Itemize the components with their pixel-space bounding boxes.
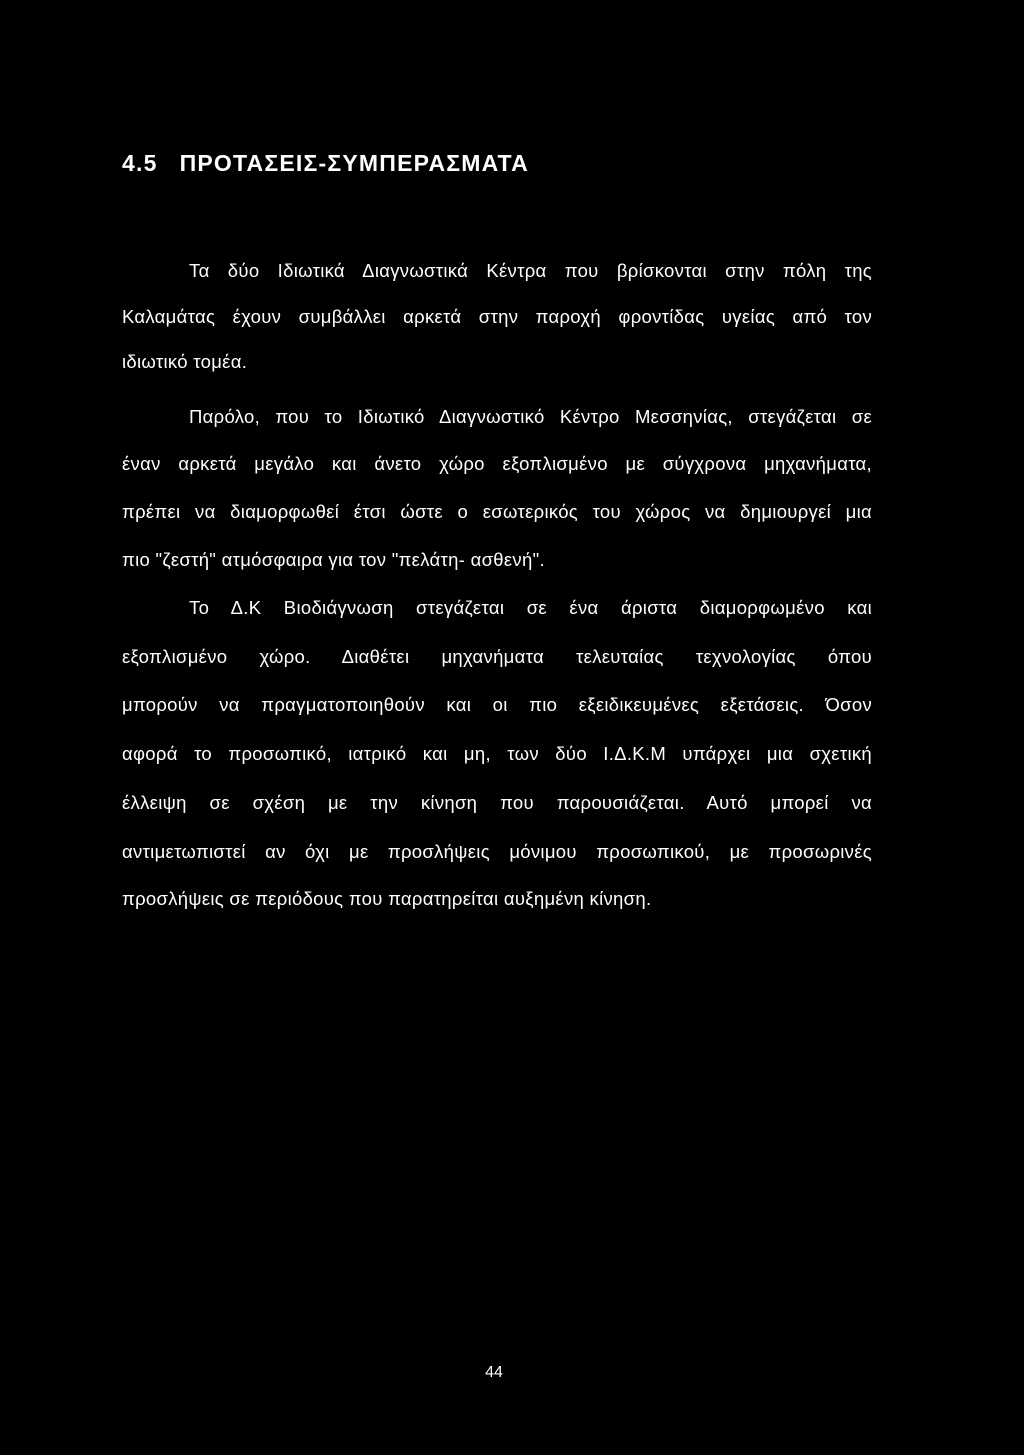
paragraph-3-line-7: προσλήψεις σε περιόδους που παρατηρείται αυξημένη κίνηση. bbox=[122, 888, 652, 909]
paragraph-2-line-1: Παρόλο, που το Ιδιωτικό Διαγνωστικό Κέντρο Μεσσηνίας, στεγάζεται σε bbox=[189, 406, 872, 427]
paragraph-1-line-1: Τα δύο Ιδιωτικά Διαγνωστικά Κέντρα που βρίσκονται στην πόλη της bbox=[189, 260, 872, 281]
paragraph-3-line-6: αντιμετωπιστεί αν όχι με προσλήψεις μόνιμου προσωπικού, με προσωρινές bbox=[122, 841, 872, 862]
section-title: ΠΡΟΤΑΣΕΙΣ-ΣΥΜΠΕΡΑΣΜΑΤΑ bbox=[179, 150, 529, 176]
paragraph-3-line-5: έλλειψη σε σχέση με την κίνηση που παρουσιάζεται. Αυτό μπορεί να bbox=[122, 792, 872, 813]
paragraph-1-line-2: Καλαμάτας έχουν συμβάλλει αρκετά στην παροχή φροντίδας υγείας από τον bbox=[122, 306, 872, 327]
page-number bbox=[0, 1364, 1024, 1382]
section-heading bbox=[122, 150, 529, 177]
paragraph-2-line-3: πρέπει να διαμορφωθεί έτσι ώστε ο εσωτερικός του χώρος να δημιουργεί μια bbox=[122, 501, 872, 522]
section-number: 4.5 bbox=[122, 150, 158, 176]
paragraph-3-line-3: μπορούν να πραγματοποιηθούν και οι πιο εξειδικευμένες εξετάσεις. Όσον bbox=[122, 694, 872, 715]
paragraph-3-line-2: εξοπλισμένο χώρο. Διαθέτει μηχανήματα τελευταίας τεχνολογίας όπου bbox=[122, 646, 872, 667]
paragraph-2-line-4: πιο "ζεστή" ατμόσφαιρα για τον "πελάτη- ασθενή". bbox=[122, 549, 545, 570]
page-number-text: 44 bbox=[485, 1364, 503, 1381]
paragraph-3-line-1: Το Δ.Κ Βιοδιάγνωση στεγάζεται σε ένα άριστα διαμορφωμένο και bbox=[189, 597, 872, 618]
paragraph-3-line-4: αφορά το προσωπικό, ιατρικό και μη, των δύο Ι.Δ.Κ.Μ υπάρχει μια σχετική bbox=[122, 743, 872, 764]
paragraph-1-line-3: ιδιωτικό τομέα. bbox=[122, 351, 248, 372]
paragraph-2-line-2: έναν αρκετά μεγάλο και άνετο χώρο εξοπλισμένο με σύγχρονα μηχανήματα, bbox=[122, 453, 872, 474]
